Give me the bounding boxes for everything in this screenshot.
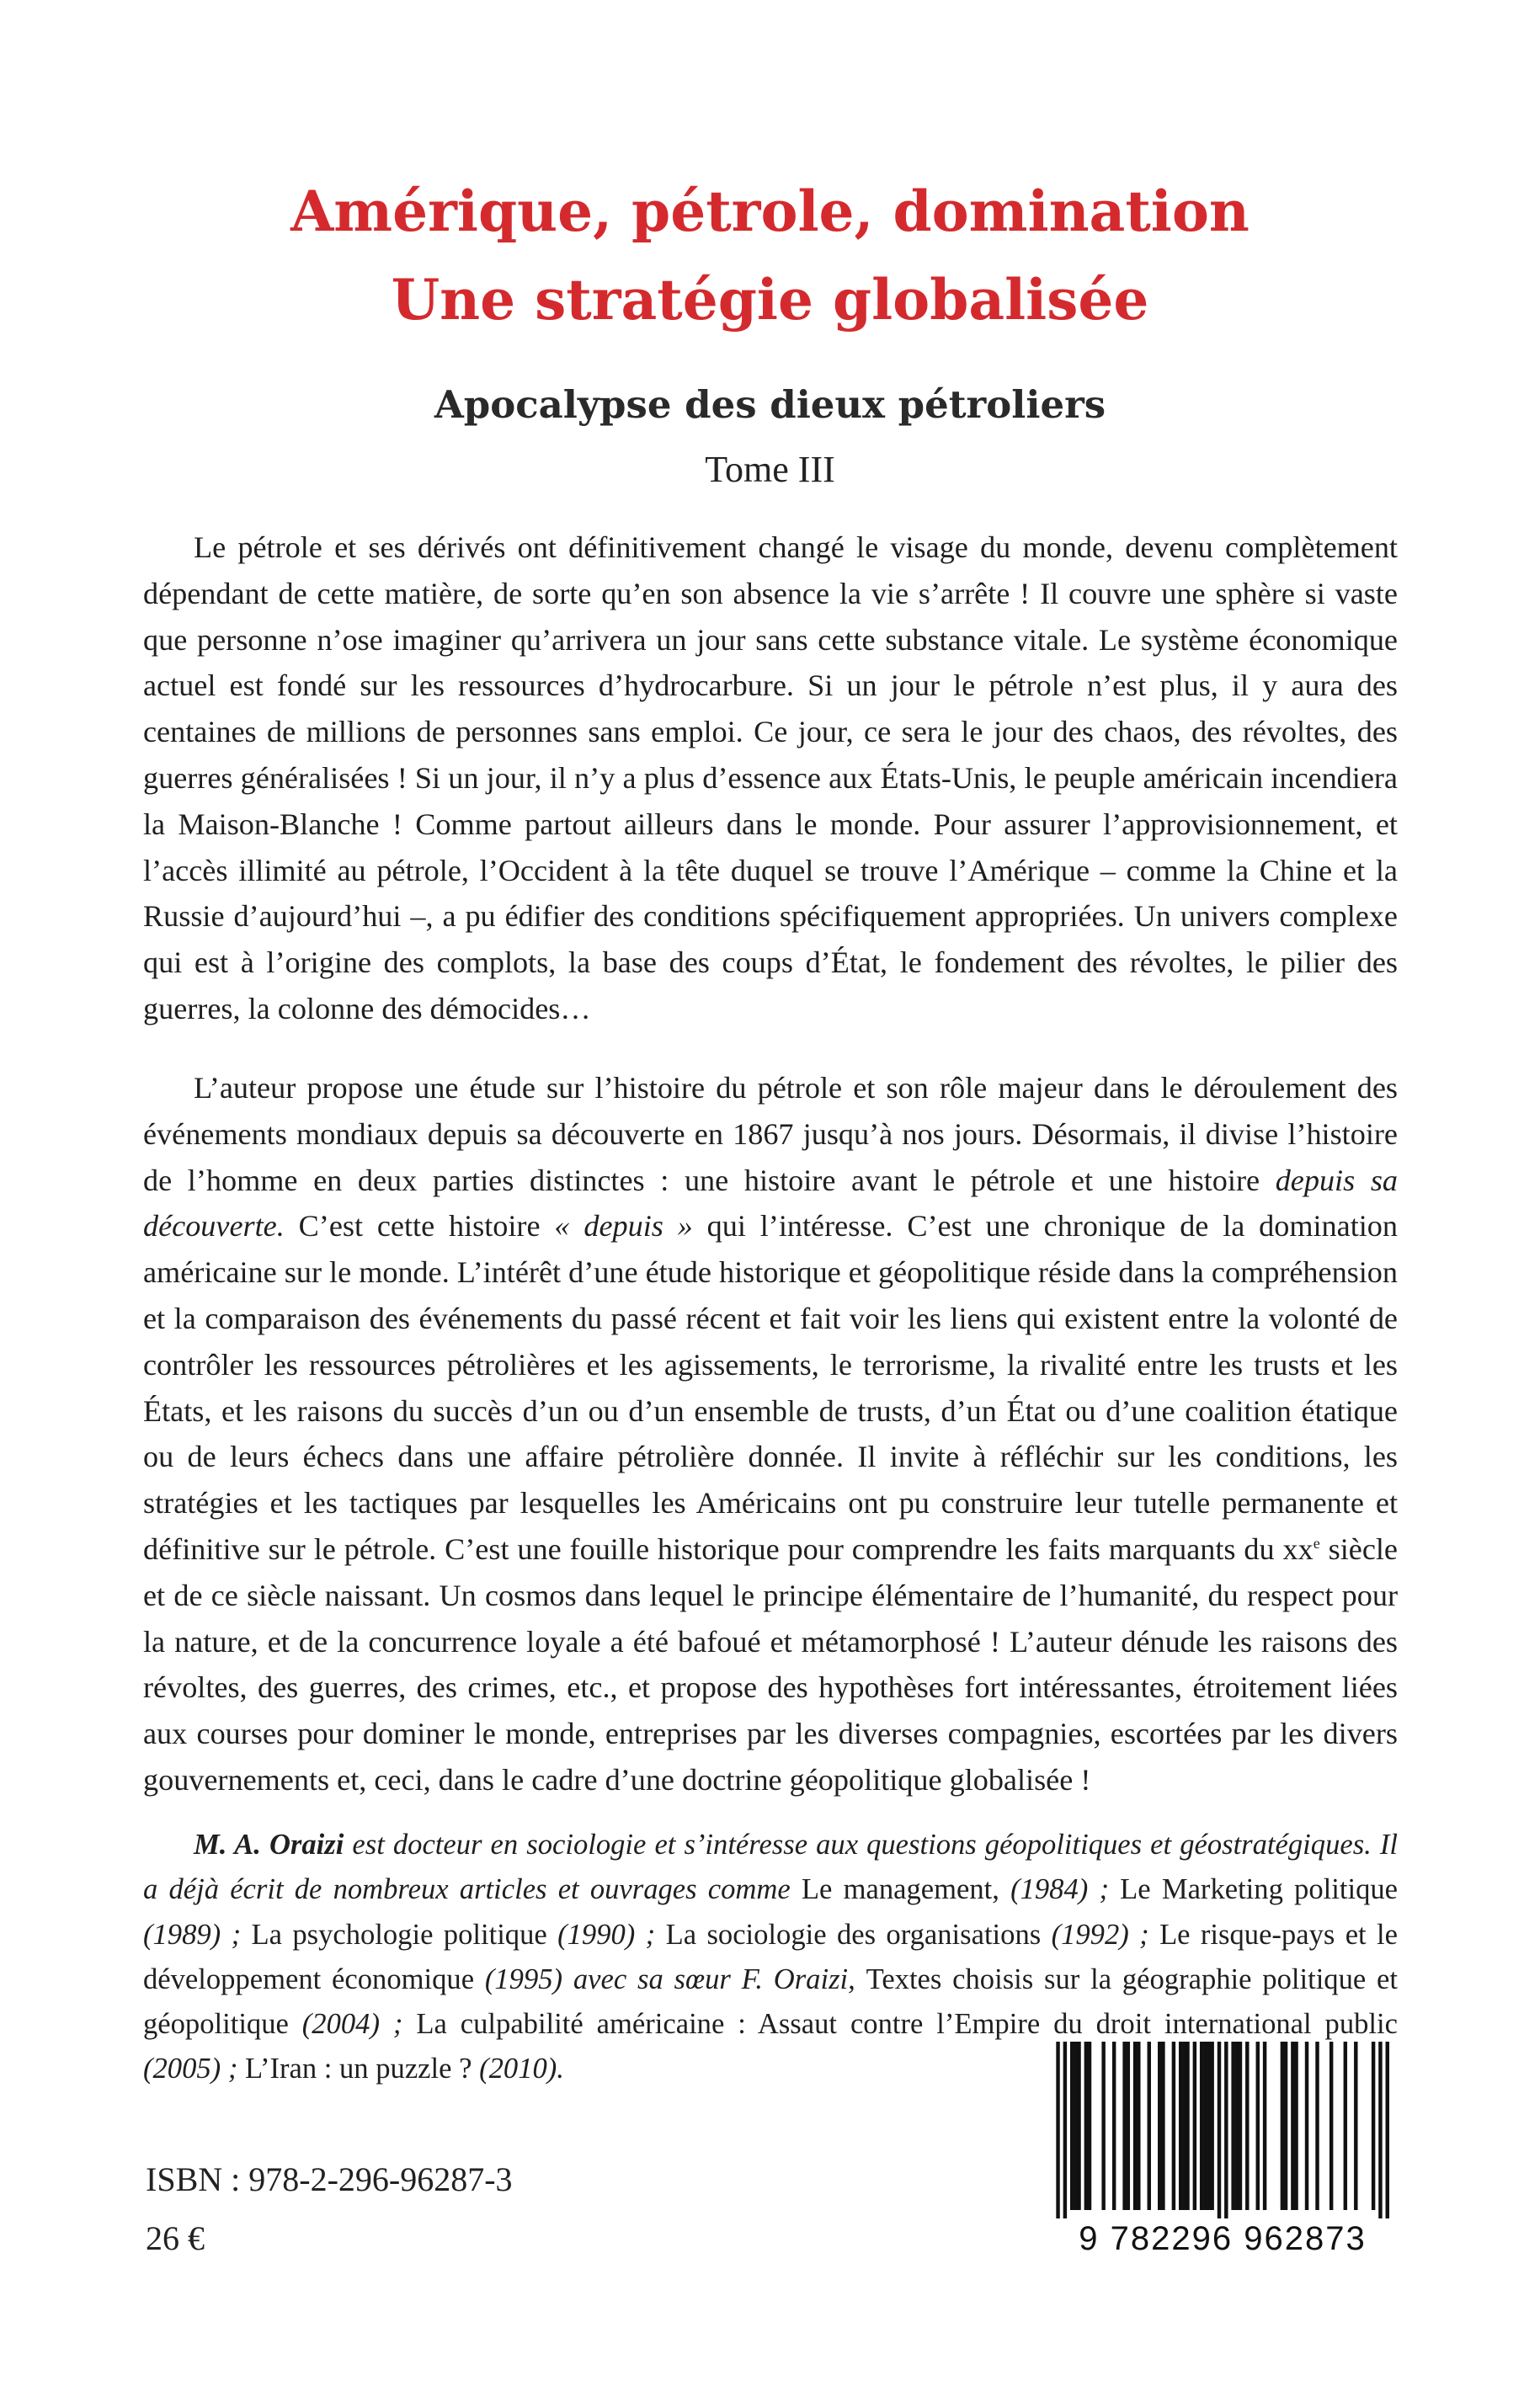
barcode-bar [1245, 2042, 1249, 2210]
p2-text-4: siècle et de ce siècle naissant. Un cosmos dans lequel le principe élémentaire de l’humanité, du respect pour la nature, et de la concurrence loyale a été bafoué et métamorphosé ! L’auteur dénude les raisons des révoltes, des guerres, des crimes, etc., et propose des hypothèses fort intéressantes, étroitement liées aux courses pour dominer le monde, entreprises par les diverses compagnies, escortées par les divers gouvernements et, ceci, dans le cadre d’une doctrine géopolitique globalisée ! [143, 1531, 1398, 1797]
barcode-bar [1070, 2042, 1074, 2210]
barcode-bar [1161, 2042, 1164, 2210]
barcode-bar [1330, 2042, 1333, 2210]
summary-paragraph-2 [143, 1065, 1398, 1803]
work-detail: (1989) ; [143, 1918, 252, 1951]
barcode-bar [1088, 2042, 1091, 2210]
barcode-bar [1235, 2042, 1239, 2210]
p2-italic-1: depuis sa découverte. [143, 1163, 1398, 1244]
p2-text-2: C’est cette histoire [284, 1209, 555, 1244]
work-detail: (1990) ; [546, 1918, 666, 1951]
barcode-bar [1305, 2042, 1308, 2210]
barcode-bar [1263, 2042, 1266, 2210]
barcode-bar [1224, 2042, 1228, 2218]
barcode [1049, 2042, 1396, 2218]
work-title: Le management, [801, 1873, 999, 1906]
work-detail: (1984) ; [999, 1873, 1121, 1906]
work-detail: (2004) ; [288, 2008, 417, 2041]
barcode-bar [1172, 2042, 1175, 2210]
barcode-bar [1063, 2042, 1067, 2218]
summary-paragraph-1: Le pétrole et ses dérivés ont définitivement changé le visage du monde, devenu complètement dépendant de cette matière, de sorte qu’en son absence la vie s’arrête ! Il couvre une sphère si vaste que personne n’ose imaginer qu’arrivera un jour sans cette substance vitale. Le système économique actuel est fondé sur les ressources d’hydrocarbure. Si un jour le pétrole n’est plus, il y aura des centaines de millions de personnes sans emploi. Ce jour, ce sera le jour des chaos, des révoltes, des guerres généralisées ! Si un jour, il n’y a plus d’essence aux États-Unis, le peuple américain incendiera la Maison-Blanche ! Comme partout ailleurs dans le monde. Pour assurer l’approvisionnement, et l’accès illimité au pétrole, l’Occident à la tête duquel se trouve l’Amérique – comme la Chine et la Russie d’aujourd’hui –, a pu édifier des conditions spécifiquement appropriées. Un univers complexe qui est à l’origine des complots, la base des coups d’État, le fondement des révoltes, le pilier des guerres, la colonne des démocides… [143, 530, 1398, 1025]
barcode-bar [1074, 2042, 1077, 2210]
price: 26 € [146, 2219, 205, 2257]
barcode-bar [1239, 2042, 1242, 2210]
barcode-bar [1256, 2042, 1260, 2210]
bio-intro: est docteur en sociologie et s’intéresse aux questions géopolitiques et géostratégiques. Il a déjà écrit de nombreux articles et ouvrages comme [143, 1829, 1398, 1906]
work-title: Textes choisis sur la géographie politique et géopolitique [143, 1963, 1398, 2041]
barcode-bar [1281, 2042, 1284, 2210]
work-detail: (2005) ; [143, 2053, 245, 2085]
book-title-line-1: Amérique, pétrole, domination [290, 178, 1250, 244]
barcode-bar [1284, 2042, 1287, 2210]
barcode-bar [1203, 2042, 1207, 2210]
barcode-bar [1344, 2042, 1347, 2210]
barcode-bar [1127, 2042, 1130, 2210]
barcode-bar [1354, 2042, 1357, 2210]
barcode-bar [1291, 2042, 1294, 2210]
barcode-bar [1112, 2042, 1116, 2210]
barcode-bar [1218, 2042, 1221, 2218]
barcode-bar [1084, 2042, 1088, 2210]
work-title: La culpabilité américaine : Assaut contre l’Empire du droit international public [416, 2008, 1398, 2041]
work-title: Le risque-pays et le développement économique [143, 1918, 1398, 1995]
p2-text-1: L’auteur propose une étude sur l’histoire du pétrole et son rôle majeur dans le déroulement des événements mondiaux depuis sa découverte en 1867 jusqu’à nos jours. Désormais, il divise l’histoire de l’homme en deux parties distinctes : une histoire avant le pétrole et une histoire [143, 1071, 1398, 1197]
isbn: ISBN : 978-2-296-96287-3 [146, 2160, 513, 2198]
barcode-bar [1210, 2042, 1213, 2210]
barcode-bar [1378, 2042, 1382, 2218]
barcode-bar [1200, 2042, 1203, 2210]
work-detail: (1992) ; [1041, 1918, 1160, 1951]
barcode-bar [1101, 2042, 1105, 2210]
barcode-bar [1193, 2042, 1196, 2210]
series-subtitle: Apocalypse des dieux pétroliers [434, 382, 1106, 427]
barcode-bar [1372, 2042, 1375, 2210]
barcode-bar [1056, 2042, 1059, 2218]
p2-text-3: qui l’intéresse. C’est une chronique de la domination américaine sur le monde. L’intérêt d’une étude historique et géopolitique réside dans la compréhension et la comparaison des événements du passé récent et fait voir les liens qui existent entre la volonté de contrôler les ressources pétrolières et les agissements, le terrorisme, la rivalité entre les trusts et les États, et les raisons du succès d’un ou d’un ensemble de trusts, d’un État ou d’une coalition étatique ou de leurs échecs dans une affaire pétrolière donnée. Il invite à réfléchir sur les conditions, les stratégies et les tactiques par lesquelles les Américains ont pu construire leur tutelle permanente et définitive sur le pétrole. C’est une fouille historique pour comprendre les faits marquants du xx [143, 1209, 1398, 1566]
author-name: M. A. Oraizi [194, 1829, 344, 1861]
work-title: Le Marketing politique [1120, 1873, 1398, 1906]
barcode-bar [1231, 2042, 1234, 2210]
work-title: L’Iran : un puzzle ? [245, 2053, 472, 2085]
work-title: La psychologie politique [251, 1918, 547, 1951]
work-detail: (2010). [472, 2053, 564, 2085]
barcode-bar [1148, 2042, 1151, 2210]
barcode-bar [1133, 2042, 1137, 2210]
book-title-line-2: Une stratégie globalisée [391, 267, 1149, 333]
century-superscript: e [1313, 1534, 1320, 1552]
barcode-bar [1186, 2042, 1189, 2210]
p2-italic-2: « depuis » [554, 1209, 693, 1244]
barcode-bar [1158, 2042, 1161, 2210]
barcode-bar [1386, 2042, 1389, 2218]
barcode-bar [1207, 2042, 1210, 2210]
barcode-bar [1182, 2042, 1186, 2210]
volume-label: Tome III [705, 449, 835, 490]
barcode-bar [1294, 2042, 1298, 2210]
barcode-bar [1122, 2042, 1126, 2210]
work-title: La sociologie des organisations [665, 1918, 1042, 1951]
barcode-digits: 9 782296 962873 [1079, 2220, 1367, 2257]
barcode-bar [1077, 2042, 1080, 2210]
barcode-bar [1315, 2042, 1319, 2210]
barcode-bar [1137, 2042, 1140, 2210]
barcode-bar [1179, 2042, 1182, 2210]
work-detail: (1995) avec sa sœur F. Oraizi, [474, 1963, 866, 1995]
